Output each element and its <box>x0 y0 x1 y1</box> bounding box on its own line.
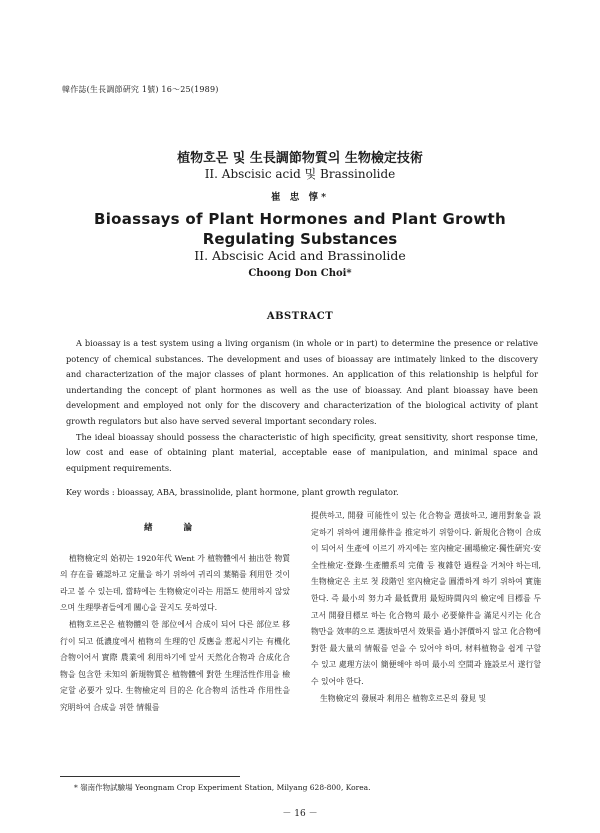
korean-subtitle: II. Abscisic acid 및 Brassinolide <box>204 167 396 181</box>
abstract-heading: ABSTRACT <box>266 311 334 322</box>
english-subtitle: II. Abscisic Acid and Brassinolide <box>194 248 406 263</box>
footnote: * 嶺南作物試驗場 Yeongnam Crop Experiment Station, Milyang 628-800, Korea. <box>74 783 371 792</box>
abstract-paragraph: A bioassay is a test system using a living organism (in whole or in part) to determine the presence or relative potency of chemical substances. The development and uses of bioassay are intimately linked to the discovery and characterization of the major classes of plant hormones. An application of this relationship is helpful for undertanding the concept of plant hormones as well as the use of bioassay. And plant bioassay have been development and employed not only for the discovery and characterization of the biological activity of plant growth regulators but also have served several important secondary roles. <box>66 338 538 426</box>
body-paragraph: 植物檢定의 始初는 1920年代 Went 가 植物體에서 抽出한 物質의 存在를 確認하고 定量을 하기 위하여 귀리의 葉鞘를 利用한 것이라고 볼 수 있는데, 當時에는 生物檢定이라는 用語도 使用하지 않았으며 生理學者들에게 關心을 끌지도 못하였다. <box>60 553 290 613</box>
journal-reference: 韓作誌(生長調節硏究 1號) 16～25(1989) <box>62 85 219 94</box>
english-title-line2: Regulating Substances <box>202 230 398 248</box>
body-paragraph: 植物호르몬은 植物體의 한 部位에서 合成이 되어 다른 部位로 移行이 되고 低濃度에서 植物의 生理的인 反應을 惹起시키는 有機化合物이어서 實際 農業에 利用하기에 앞서 天然化合物과 合成化合物을 包含한 未知의 新規物質은 植物體에 對한 生理活性作用을 檢定할 必要가 있다. 生物檢定의 目的은 化合物의 活性과 作用性을 究明하여 合成을 위한 情報를 <box>60 619 290 712</box>
right-column <box>311 508 541 707</box>
abstract-paragraph: The ideal bioassay should possess the characteristic of high specificity, great sensitivity, short response time, low cost and ease of obtaining plant material, acceptable ease of manipulation, and minimal space and equipment requirements. <box>66 431 538 473</box>
body-paragraph: 生物檢定의 發展과 利用은 植物호르몬의 發見 및 <box>320 693 487 703</box>
english-author: Choong Don Choi* <box>248 268 352 279</box>
left-column <box>60 508 290 717</box>
section-heading: 緖 論 <box>144 523 206 533</box>
korean-author: 崔 忠 惇* <box>270 192 330 203</box>
abstract-body <box>66 336 538 476</box>
english-title-line1: Bioassays of Plant Hormones and Plant Growth <box>93 210 507 228</box>
keywords: Key words : bioassay, ABA, brassinolide, plant hormone, plant growth regulator. <box>66 487 399 497</box>
korean-title: 植物호몬 및 生長調節物質의 生物檢定技術 <box>177 151 423 166</box>
footnote-divider <box>60 776 240 777</box>
body-paragraph: 提供하고, 開發 可能性이 있는 化合物을 選拔하고, 適用對象을 設定하기 위하여 適用條件을 推定하기 위함이다. 新規化合物이 合成이 되어서 生產에 이르기 까지에는 室內檢定·圃場檢定·獨性硏究·安全性檢定·登錄·生產體系의 完備 등 複雜한 過程을 거쳐야 하는데, 生物檢定은 主로 첫 段階인 室內檢定을 圓滑하게 하기 위하여 實施한다. 즉 最小의 努力과 最低費用 最短時間內의 檢定에 目標를 두고서 開發目標로 하는 化合物의 最小 必要條件을 滿足시키는 化合物만을 效率的으로 選拔하면서 效果를 過小評價하지 않고 化合物에 對한 最大量의 情報를 얻을 수 있어야 하며, 材料植物을 쉽게 구할 수 있고 處理方法이 簡便해야 하며 最小의 空間과 施設로서 遂行할 수 있어야 한다. <box>311 511 541 686</box>
page-number: － 16 － <box>282 809 318 819</box>
